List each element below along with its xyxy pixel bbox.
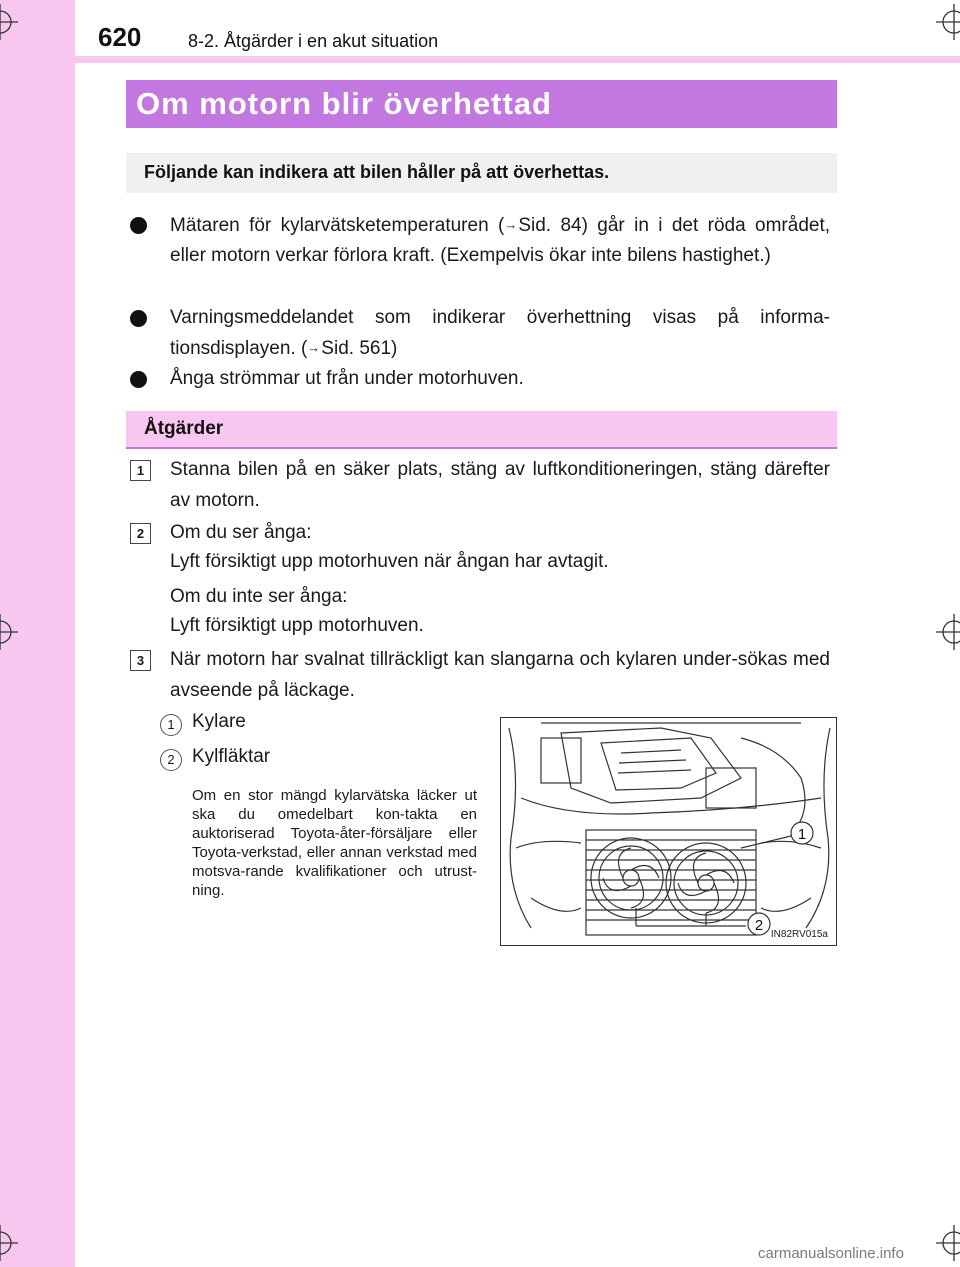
bullet-item: Ånga strömmar ut från under motorhuven. [130,364,840,396]
component-label: Kylfläktar [192,746,271,767]
header-rule [75,56,960,63]
step-text: Om du ser ånga: [170,522,312,543]
step-text: Lyft försiktigt upp motorhuven när ångan har avtagit. [170,551,609,572]
note-text: Om en stor mängd kylarvätska läcker ut ska du omedelbart kon-takta en auktoriserad Toyota-åter-försäljare eller Toyota-verkstad, eller annan verkstad med motsva-rande kvalifikationer och utrust-ning. [192,787,477,899]
registration-mark-icon [936,4,960,40]
component-number-badge: 1 [160,714,182,736]
step-text: När motorn har svalnat tillräckligt kan slangarna och kylaren under-sökas med avseende på läckage. [170,649,830,701]
step-text: Lyft försiktigt upp motorhuven. [170,615,424,636]
footer-watermark: carmanualsonline.info [758,1245,904,1262]
registration-mark-icon [0,4,18,40]
bullet-icon [130,371,147,388]
page-reference-link[interactable]: Sid. 561 [321,338,392,359]
step-number-badge: 3 [130,650,151,671]
step-number-badge: 1 [130,460,151,481]
actions-heading-bar [126,411,837,449]
section-heading: 8-2. Åtgärder i en akut situation [188,31,439,51]
page-reference-link[interactable]: Sid. 84 [518,215,582,236]
bullet-item: Mätaren för kylarvätsketemperaturen (→Sid. 84) går in i det röda området, eller motorn verkar förlora kraft. (Exempelvis ökar inte bilens hastighet.) [130,210,840,302]
page-title-bar [126,80,837,128]
bullet-icon [130,217,147,234]
registration-mark-icon [936,1225,960,1261]
page-number: 620 [98,22,142,52]
engine-bay-illustration [501,718,837,946]
registration-mark-icon [0,614,18,650]
page-title: Om motorn blir överhettad [136,86,552,121]
bullet-item: Varningsmeddelandet som indikerar överhettning visas på informa-tionsdisplayen. (→Sid. 561) [130,303,840,365]
component-label: Kylare [192,711,246,732]
figure-code: IN82RV015a [770,929,828,940]
registration-mark-icon [936,614,960,650]
callout-2-label: 2 [754,917,764,934]
intro-box [126,153,837,193]
arrow-right-icon: → [307,340,321,355]
component-number-badge: 2 [160,749,182,771]
step-number-badge: 2 [130,523,151,544]
intro-text: Följande kan indikera att bilen håller på att överhettas. [144,162,610,182]
arrow-right-icon: → [504,217,518,232]
bullet-icon [130,310,147,327]
engine-bay-figure [500,717,837,946]
step-text: Om du inte ser ånga: [170,586,348,607]
actions-heading: Åtgärder [144,418,224,439]
callout-1-label: 1 [797,826,807,843]
registration-mark-icon [0,1225,18,1261]
step-text: Stanna bilen på en säker plats, stäng av luftkonditioneringen, stäng därefter av motorn. [170,459,830,511]
